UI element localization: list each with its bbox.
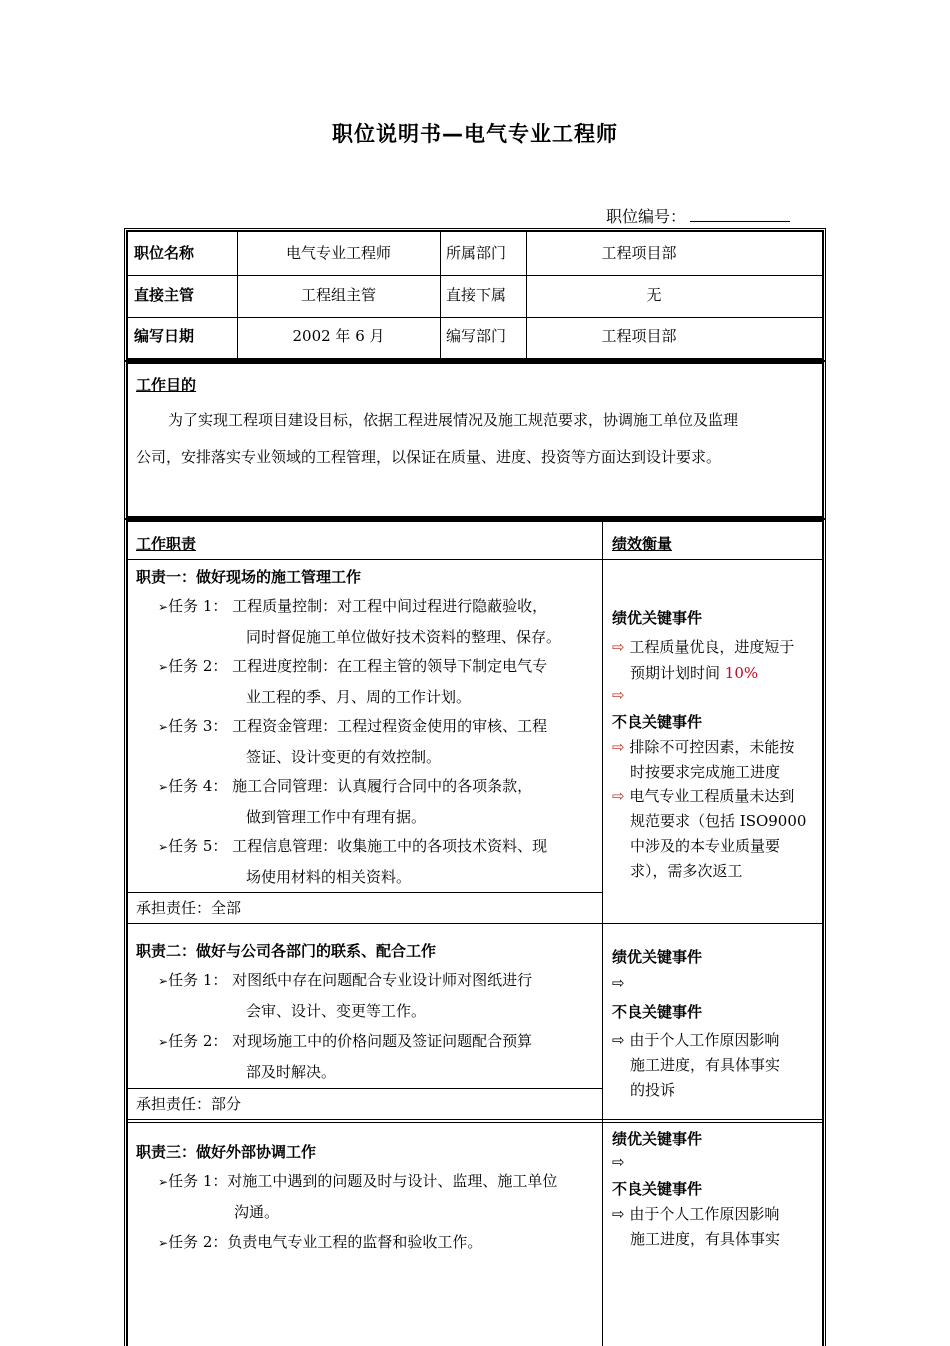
duty1-task2-line1: 任务 2： 工程进度控制：在工程主管的领导下制定电气专 [168, 657, 548, 675]
duty3-task1-line2: 沟通。 [234, 1203, 280, 1221]
duty1-task5-line2: 场使用材料的相关资料。 [246, 868, 412, 886]
info-table [126, 230, 824, 360]
duty1-bad-heading: 不良关键事件 [612, 713, 703, 731]
duty3-task2-line1: 任务 2：负责电气专业工程的监督和验收工作。 [168, 1233, 483, 1251]
info-name-label: 职位名称 [134, 244, 195, 262]
triangle-bullet-icon: ➢ [158, 660, 169, 674]
info-subordinate-label: 直接下属 [446, 286, 507, 304]
duty2-bad-heading: 不良关键事件 [612, 1003, 703, 1021]
info-date-value: 2002 年 6 月 [292, 327, 385, 345]
duty1-bad2-line1: 电气专业工程质量未达到 [629, 787, 795, 805]
duty1-good1-line2: 预期计划时间 [630, 664, 725, 682]
info-writer-dept-value: 工程项目部 [601, 327, 677, 345]
duty1-task1-line2: 同时督促施工单位做好技术资料的整理、保存。 [246, 628, 562, 646]
duty1-task3-line2: 签证、设计变更的有效控制。 [246, 748, 442, 766]
triangle-bullet-icon: ➢ [158, 974, 169, 988]
duty2-bad1-line3: 的投诉 [630, 1081, 676, 1099]
info-subordinate-value: 无 [646, 286, 662, 304]
triangle-bullet-icon: ➢ [158, 720, 169, 734]
hollow-arrow-icon: ⇨ [612, 1031, 625, 1049]
position-number-label: 职位编号： [606, 207, 687, 226]
purpose-section [126, 362, 824, 518]
duty3-good-heading: 绩优关键事件 [612, 1130, 703, 1148]
position-number-blank [690, 207, 790, 222]
duty2-bad1-line2: 施工进度，有具体事实 [630, 1056, 781, 1074]
info-dept-label: 所属部门 [446, 244, 507, 262]
hollow-arrow-icon: ⇨ [612, 638, 625, 656]
page-title: 职位说明书—电气专业工程师 [332, 122, 618, 146]
duty1-task2-line2: 业工程的季、月、周的工作计划。 [246, 688, 472, 706]
duty1-title: 职责一：做好现场的施工管理工作 [136, 568, 362, 586]
info-supervisor-value: 工程组主管 [300, 286, 376, 304]
duties-header: 工作职责 [136, 535, 197, 553]
triangle-bullet-icon: ➢ [158, 840, 169, 854]
performance-header: 绩效衡量 [612, 535, 673, 553]
triangle-bullet-icon: ➢ [158, 600, 169, 614]
duty2-bad1-line1: 由于个人工作原因影响 [629, 1031, 780, 1049]
duty1-task4-line2: 做到管理工作中有理有据。 [246, 808, 427, 826]
info-name-value: 电气专业工程师 [285, 244, 391, 262]
triangle-bullet-icon: ➢ [158, 1175, 169, 1189]
duty1-good1-line1: 工程质量优良，进度短于 [629, 638, 795, 656]
info-dept-value: 工程项目部 [601, 244, 677, 262]
duty1-bad2-line4: 求），需多次返工 [630, 862, 743, 880]
info-date-label: 编写日期 [134, 327, 195, 345]
duty3-bad-heading: 不良关键事件 [612, 1180, 703, 1198]
hollow-arrow-icon: ⇨ [612, 686, 625, 704]
duty2-responsibility: 承担责任：部分 [136, 1095, 242, 1113]
duties-table [126, 520, 824, 1346]
duty3-task1-line1: 任务 1：对施工中遇到的问题及时与设计、监理、施工单位 [168, 1172, 558, 1190]
duty2-good-heading: 绩优关键事件 [612, 948, 703, 966]
duty3-title: 职责三：做好外部协调工作 [136, 1143, 317, 1161]
duty1-task5-line1: 任务 5： 工程信息管理：收集施工中的各项技术资料、现 [168, 837, 548, 855]
hollow-arrow-icon: ⇨ [612, 1205, 625, 1223]
purpose-line-1: 为了实现工程项目建设目标，依据工程进展情况及施工规范要求，协调施工单位及监理 [168, 411, 739, 429]
info-supervisor-label: 直接主管 [134, 286, 195, 304]
triangle-bullet-icon: ➢ [158, 1035, 169, 1049]
duty1-bad2-line2: 规范要求（包括 ISO9000 [630, 812, 807, 830]
duty1-bad1-line2: 时按要求完成施工进度 [630, 763, 781, 781]
duty2-title: 职责二：做好与公司各部门的联系、配合工作 [136, 942, 437, 960]
duty1-task4-line1: 任务 4： 施工合同管理：认真履行合同中的各项条款， [168, 777, 533, 795]
duty2-task1-line2: 会审、设计、变更等工作。 [246, 1002, 427, 1020]
hollow-arrow-icon: ⇨ [612, 1153, 625, 1171]
duty1-responsibility: 承担责任：全部 [136, 899, 242, 917]
duty1-good1-percent: 10% [724, 664, 759, 682]
duty1-bad1-line1: 排除不可控因素，未能按 [629, 738, 795, 756]
purpose-heading: 工作目的 [136, 376, 197, 394]
duty3-bad1-line2: 施工进度，有具体事实 [630, 1230, 781, 1248]
duty2-task1-line1: 任务 1： 对图纸中存在问题配合专业设计师对图纸进行 [168, 971, 533, 989]
hollow-arrow-icon: ⇨ [612, 974, 625, 992]
triangle-bullet-icon: ➢ [158, 1236, 169, 1250]
duty1-task1-line1: 任务 1： 工程质量控制：对工程中间过程进行隐蔽验收， [168, 597, 548, 615]
hollow-arrow-icon: ⇨ [612, 787, 625, 805]
duty1-good-heading: 绩优关键事件 [612, 609, 703, 627]
position-number [606, 204, 790, 227]
duty2-task2-line2: 部及时解决。 [246, 1063, 337, 1081]
hollow-arrow-icon: ⇨ [612, 738, 625, 756]
duty2-task2-line1: 任务 2： 对现场施工中的价格问题及签证问题配合预算 [168, 1032, 533, 1050]
duty3-bad1-line1: 由于个人工作原因影响 [629, 1205, 780, 1223]
duty1-bad2-line3: 中涉及的本专业质量要 [630, 837, 781, 855]
triangle-bullet-icon: ➢ [158, 780, 169, 794]
duty1-task3-line1: 任务 3： 工程资金管理：工程过程资金使用的审核、工程 [168, 717, 548, 735]
info-writer-dept-label: 编写部门 [446, 327, 507, 345]
purpose-line-2: 公司，安排落实专业领域的工程管理，以保证在质量、进度、投资等方面达到设计要求。 [136, 448, 722, 466]
